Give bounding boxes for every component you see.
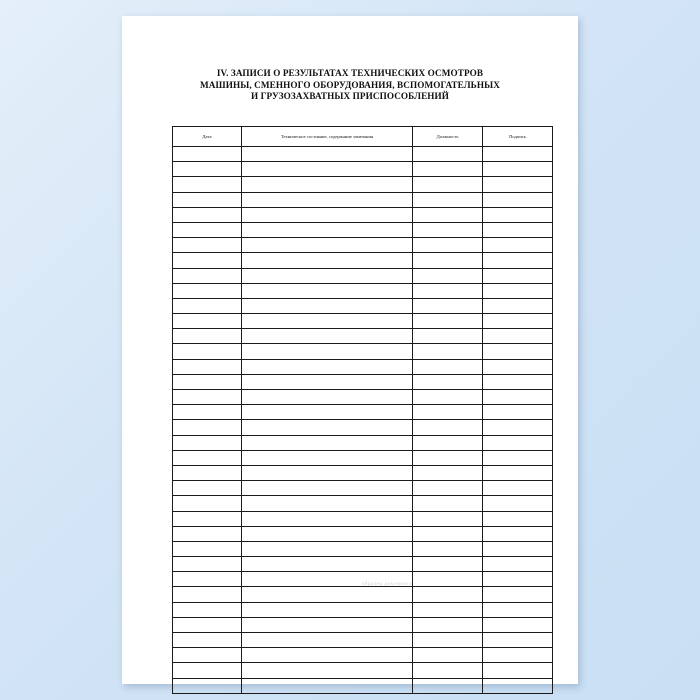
table-cell-sign [483,481,553,496]
table-cell-desc [242,420,413,435]
table-cell-date [173,587,242,602]
table-cell-date [173,147,242,162]
table-row [173,344,553,359]
inspection-records-table [172,126,553,694]
table-row [173,481,553,496]
table-cell-desc [242,465,413,480]
table-cell-sign [483,435,553,450]
table-cell-sign [483,162,553,177]
table-cell-desc [242,511,413,526]
table-cell-post [413,238,483,253]
table-row [173,648,553,663]
table-cell-desc [242,222,413,237]
table-cell-desc [242,481,413,496]
table-cell-desc [242,162,413,177]
table-row [173,435,553,450]
table-cell-desc [242,648,413,663]
table-row [173,238,553,253]
table-cell-desc [242,450,413,465]
table-cell-sign [483,147,553,162]
table-cell-post [413,557,483,572]
table-cell-sign [483,207,553,222]
table-cell-sign [483,298,553,313]
table-cell-desc [242,633,413,648]
table-cell-date [173,177,242,192]
table-row [173,633,553,648]
table-cell-date [173,329,242,344]
table-cell-date [173,298,242,313]
table-cell-desc [242,329,413,344]
table-cell-post [413,526,483,541]
column-header-position: Должность [413,127,483,147]
table-cell-post [413,617,483,632]
table-cell-desc [242,177,413,192]
table-cell-desc [242,298,413,313]
table-row [173,572,553,587]
table-row [173,496,553,511]
table-row [173,602,553,617]
table-cell-sign [483,390,553,405]
table-cell-desc [242,238,413,253]
table-cell-desc [242,405,413,420]
table-row [173,268,553,283]
table-cell-date [173,222,242,237]
table-cell-desc [242,374,413,389]
table-cell-post [413,268,483,283]
table-cell-date [173,526,242,541]
table-cell-date [173,405,242,420]
table-cell-desc [242,678,413,693]
table-row [173,617,553,632]
page-title-line-2: МАШИНЫ, СМЕННОГО ОБОРУДОВАНИЯ, ВСПОМОГАТЕЛЬНЫХ [200,79,500,90]
table-cell-post [413,633,483,648]
table-cell-date [173,465,242,480]
table-cell-sign [483,192,553,207]
table-row [173,390,553,405]
table-cell-desc [242,526,413,541]
table-cell-date [173,390,242,405]
table-row [173,283,553,298]
table-cell-date [173,162,242,177]
table-cell-sign [483,329,553,344]
table-header-row [173,127,553,147]
table-header [173,127,553,147]
table-cell-sign [483,648,553,663]
table-cell-sign [483,374,553,389]
table-cell-sign [483,557,553,572]
table-cell-desc [242,253,413,268]
table-cell-post [413,572,483,587]
table-cell-desc [242,359,413,374]
table-cell-date [173,541,242,556]
table-cell-post [413,344,483,359]
table-row [173,162,553,177]
table-cell-post [413,314,483,329]
table-cell-post [413,222,483,237]
table-cell-post [413,648,483,663]
table-cell-post [413,420,483,435]
table-cell-post [413,602,483,617]
table-cell-date [173,420,242,435]
table-cell-desc [242,663,413,678]
table-row [173,450,553,465]
table-cell-sign [483,511,553,526]
table-cell-date [173,678,242,693]
table-cell-sign [483,450,553,465]
table-row [173,465,553,480]
table-cell-post [413,374,483,389]
table-cell-date [173,663,242,678]
table-row [173,374,553,389]
column-header-date: Дата [173,127,242,147]
table-cell-desc [242,314,413,329]
table-cell-desc [242,147,413,162]
table-cell-date [173,283,242,298]
table-cell-date [173,511,242,526]
table-cell-desc [242,496,413,511]
table-cell-post [413,329,483,344]
table-cell-post [413,207,483,222]
table-cell-desc [242,572,413,587]
table-row [173,298,553,313]
table-row [173,253,553,268]
table-cell-post [413,511,483,526]
document-page [122,16,578,684]
table-cell-post [413,663,483,678]
table-row [173,329,553,344]
table-row [173,222,553,237]
column-header-description: Техническое состояние, содержание замечания [242,127,413,147]
watermark-text: образец документа [361,582,413,587]
table-cell-desc [242,390,413,405]
table-cell-sign [483,253,553,268]
table-cell-post [413,587,483,602]
table-cell-date [173,557,242,572]
document-page-content [122,16,578,684]
table-cell-desc [242,268,413,283]
table-cell-post [413,450,483,465]
table-cell-date [173,268,242,283]
table-cell-date [173,450,242,465]
table-cell-desc [242,435,413,450]
table-cell-date [173,496,242,511]
table-cell-sign [483,465,553,480]
table-row [173,405,553,420]
table-cell-post [413,177,483,192]
table-body [173,147,553,694]
page-title-line-3: И ГРУЗОЗАХВАТНЫХ ПРИСПОСОБЛЕНИЙ [250,91,450,102]
table-cell-date [173,359,242,374]
table-cell-sign [483,541,553,556]
page-title-line-1: IV. ЗАПИСИ О РЕЗУЛЬТАТАХ ТЕХНИЧЕСКИХ ОСМОТРОВ [216,68,484,78]
table-row [173,359,553,374]
table-cell-post [413,496,483,511]
table-cell-post [413,390,483,405]
table-cell-sign [483,587,553,602]
table-cell-post [413,298,483,313]
table-cell-post [413,147,483,162]
table-cell-sign [483,678,553,693]
table-cell-date [173,602,242,617]
table-cell-post [413,435,483,450]
table-row [173,678,553,693]
table-row [173,420,553,435]
table-row [173,192,553,207]
table-cell-sign [483,405,553,420]
table-cell-date [173,207,242,222]
table-row [173,526,553,541]
table-row [173,511,553,526]
table-cell-date [173,253,242,268]
inspection-records-table-wrapper [172,126,532,694]
table-cell-desc [242,587,413,602]
table-cell-sign [483,177,553,192]
table-cell-sign [483,572,553,587]
table-cell-date [173,435,242,450]
table-cell-date [173,374,242,389]
table-row [173,147,553,162]
table-cell-sign [483,496,553,511]
table-cell-date [173,481,242,496]
table-cell-date [173,314,242,329]
table-cell-post [413,283,483,298]
table-cell-post [413,405,483,420]
table-cell-date [173,633,242,648]
table-cell-sign [483,526,553,541]
table-cell-sign [483,344,553,359]
table-cell-desc [242,283,413,298]
table-cell-desc [242,541,413,556]
page-title [162,68,538,103]
table-cell-desc [242,207,413,222]
table-cell-sign [483,238,553,253]
table-cell-post [413,481,483,496]
column-header-signature: Подпись [483,127,553,147]
table-row [173,177,553,192]
table-cell-sign [483,283,553,298]
table-cell-sign [483,314,553,329]
table-row [173,663,553,678]
table-cell-sign [483,633,553,648]
table-cell-desc [242,557,413,572]
table-cell-post [413,192,483,207]
table-cell-date [173,238,242,253]
table-cell-post [413,541,483,556]
table-cell-desc [242,344,413,359]
table-cell-post [413,359,483,374]
table-cell-sign [483,420,553,435]
table-cell-date [173,344,242,359]
table-cell-desc [242,192,413,207]
table-row [173,314,553,329]
table-cell-date [173,648,242,663]
table-cell-sign [483,617,553,632]
table-row [173,587,553,602]
table-row [173,207,553,222]
table-cell-date [173,192,242,207]
table-cell-sign [483,222,553,237]
table-row [173,541,553,556]
table-cell-post [413,162,483,177]
table-cell-date [173,617,242,632]
table-cell-post [413,465,483,480]
table-cell-sign [483,602,553,617]
table-row [173,557,553,572]
table-cell-sign [483,268,553,283]
table-cell-post [413,678,483,693]
table-cell-sign [483,663,553,678]
table-cell-desc [242,602,413,617]
table-cell-post [413,253,483,268]
table-cell-desc [242,617,413,632]
table-cell-sign [483,359,553,374]
table-cell-date [173,572,242,587]
